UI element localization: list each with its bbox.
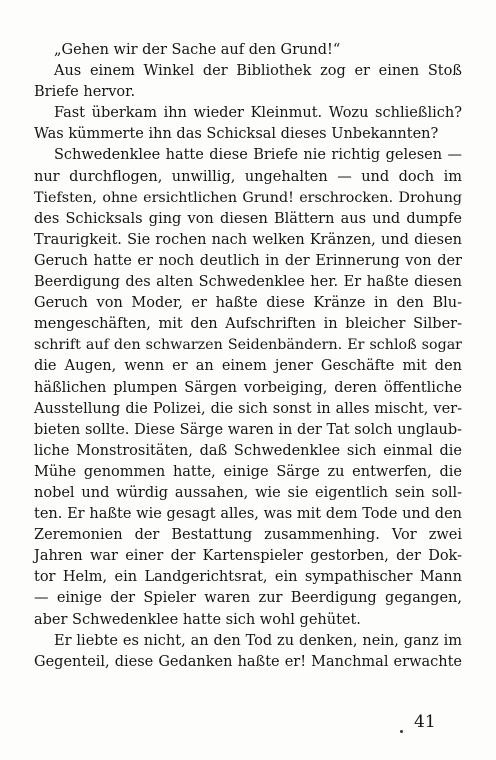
text-line: Jahren war einer der Kartenspieler gestorben, der Dok- (34, 548, 462, 565)
text-line: die Augen, wenn er an einem jener Geschäfte mit den (34, 358, 462, 375)
text-line: mengeschäften, mit den Aufschriften in bleicher Silber- (34, 316, 462, 333)
text-line: Schwedenklee hatte diese Briefe nie richtig gelesen — (54, 147, 462, 164)
text-line: nobel und würdig aussahen, wie sie eigentlich sein soll- (34, 484, 462, 501)
text-line: Was kümmerte ihn das Schicksal dieses Unbekannten? (34, 126, 439, 143)
text-line: häßlichen plumpen Särgen vorbeiging, deren öffentliche (34, 379, 462, 396)
text-line: Ausstellung die Polizei, die sich sonst in alles mischt, ver- (34, 400, 462, 417)
text-line: schrift auf den schwarzen Seidenbändern. Er schloß sogar (34, 337, 462, 354)
text-line: Geruch hatte er noch deutlich in der Erinnerung von der (34, 252, 462, 269)
text-line: aber Schwedenklee hatte sich wohl gehütet. (34, 611, 361, 628)
text-line: Beerdigung des alten Schwedenklee her. Er haßte diesen (34, 274, 462, 291)
text-line: Tiefsten, ohne ersichtlichen Grund! erschrocken. Drohung (34, 189, 462, 206)
text-line: — einige der Spieler waren zur Beerdigung gegangen, (34, 590, 462, 607)
text-line: liche Monstrositäten, daß Schwedenklee sich einmal die (34, 442, 462, 459)
text-line: ten. Er haßte wie gesagt alles, was mit dem Tode und den (34, 506, 462, 523)
page-number: 41 (414, 712, 436, 732)
text-line: Geruch von Moder, er haßte diese Kränze in den Blu- (34, 295, 462, 312)
text-line: bieten sollte. Diese Särge waren in der Tat solch unglaub- (34, 421, 462, 438)
body-text (34, 40, 462, 673)
text-line: Briefe hervor. (34, 84, 136, 101)
text-line: Er liebte es nicht, an den Tod zu denken, nein, ganz im (54, 632, 462, 649)
text-line: Traurigkeit. Sie rochen nach welken Kränzen, und diesen (34, 231, 462, 248)
text-line: des Schicksals ging von diesen Blättern aus und dumpfe (34, 210, 462, 227)
text-line: tor Helm, ein Landgerichtsrat, ein sympathischer Mann (34, 569, 462, 586)
text-line: Aus einem Winkel der Bibliothek zog er einen Stoß (54, 63, 462, 80)
text-line: Fast überkam ihn wieder Kleinmut. Wozu schließlich? (54, 105, 462, 122)
text-line: Zeremonien der Bestattung zusammenhing. Vor zwei (34, 527, 462, 544)
text-line: „Gehen wir der Sache auf den Grund!“ (54, 42, 341, 58)
text-line: nur durchflogen, unwillig, ungehalten — und doch im (34, 168, 462, 185)
page-mark (400, 730, 403, 733)
text-line: Gegenteil, diese Gedanken haßte er! Manchmal erwachte (34, 653, 462, 670)
text-line: Mühe genommen hatte, einige Särge zu entwerfen, die (34, 463, 462, 480)
